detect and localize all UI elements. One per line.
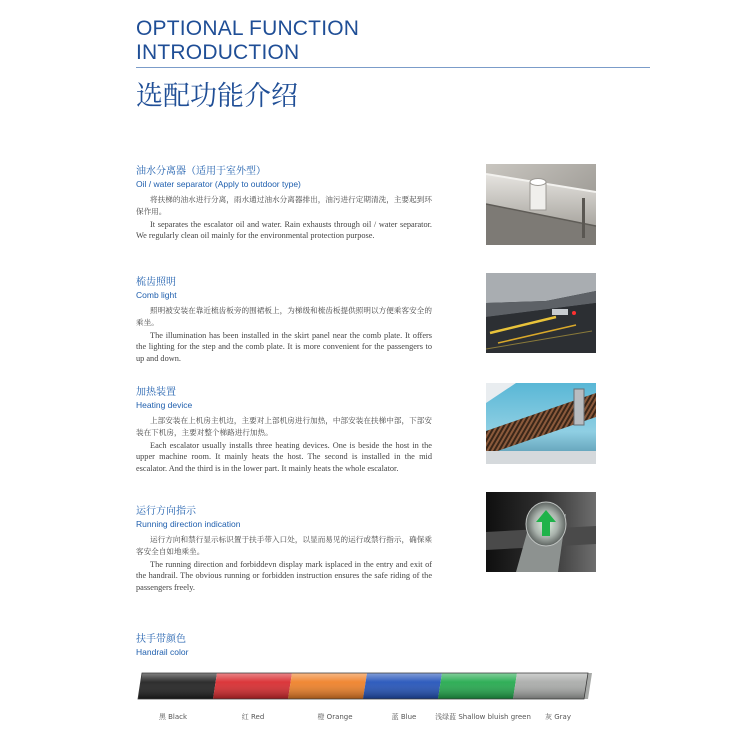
- handrail-section-header: [136, 630, 188, 657]
- section-body-cn: 照明被安装在靠近梳齿板旁的围裙板上，为梯级和梳齿板提供照明以方便乘客安全的乘坐。: [136, 306, 432, 327]
- handrail-color-label: 灰 Gray: [545, 713, 571, 721]
- handrail-color-label: 橙 Orange: [317, 713, 353, 721]
- section-title-en: Oil / water separator (Apply to outdoor type): [136, 179, 301, 189]
- handrail-color-label: 红 Red: [241, 713, 265, 721]
- title-cn: 选配功能介绍: [136, 81, 298, 112]
- section-heating-device: [136, 383, 432, 475]
- section-title-en: Running direction indication: [136, 519, 241, 529]
- handrail-color-label: 蓝 Blue: [391, 713, 417, 721]
- title-en-line1: OPTIONAL FUNCTION: [136, 17, 360, 40]
- section-body-en: The running direction and forbiddevn display mark isplaced in the entry and exit of the handrail. The obvious running or forbidden instruction ensures the safe riding of the passengers freely.: [136, 559, 432, 593]
- section-body-en: The illumination has been installed in the skirt panel near the comb plate. It offers the lighting for the step and the comb plate. It is more convenient for the passengers to up and down.: [136, 330, 432, 364]
- section-title-en: Comb light: [136, 290, 177, 300]
- handrail-swatch-5: [513, 673, 592, 699]
- handrail-color-label: 浅绿蓝 Shallow bluish green: [435, 713, 531, 721]
- section-comb-light: [136, 273, 432, 365]
- oil-water-separator-photo: [486, 164, 596, 245]
- comb-light-photo: [486, 273, 596, 353]
- section-title-cn: 梳齿照明: [136, 277, 176, 288]
- handrail-swatch-3: [363, 673, 442, 699]
- section-body-cn: 运行方向和禁行显示标识置于扶手带入口处，以显而易见的运行或禁行指示，确保乘客安全自如地乘坐。: [136, 535, 432, 556]
- section-running-direction: [136, 502, 432, 594]
- title-en-line2: INTRODUCTION: [136, 41, 300, 64]
- handrail-title-en: Handrail color: [136, 647, 189, 657]
- section-body-cn: 将扶梯的油水进行分离，雨水通过油水分离器排出，油污进行定期清洗，主要起到环保作用。: [136, 195, 432, 216]
- handrail-color-label: 黑 Black: [158, 713, 188, 721]
- handrail-title-cn: 扶手带颜色: [136, 634, 186, 645]
- handrail-color-strip: [130, 666, 600, 706]
- section-oil-water-separator: [136, 162, 432, 242]
- section-body-en: It separates the escalator oil and water. Rain exhausts through oil / water separator. We regularly clean oil mainly for the environmental protection purpose.: [136, 219, 432, 241]
- section-title-cn: 运行方向指示: [136, 506, 196, 517]
- direction-indicator-photo: [486, 492, 596, 572]
- handrail-swatch-0: [138, 673, 217, 699]
- section-body-cn: 上部安装在上机房主机边，主要对上部机房进行加热，中部安装在扶梯中部，下部安装在下机房，主要对整个梯路进行加热。: [136, 416, 432, 437]
- section-title-cn: 油水分离器（适用于室外型）: [136, 166, 266, 177]
- heating-device-photo: [486, 383, 596, 464]
- section-title-cn: 加热装置: [136, 387, 176, 398]
- handrail-swatch-2: [288, 673, 367, 699]
- handrail-swatch-1: [213, 673, 292, 699]
- handrail-swatch-4: [438, 673, 517, 699]
- section-title-en: Heating device: [136, 400, 193, 410]
- section-body-en: Each escalator usually installs three heating devices. One is beside the host in the upper machine room. It mainly heats the host. The second is installed in the mid escalator. And the third is in the lower part. It mainly heats the whole escalator.: [136, 440, 432, 474]
- title-divider: [136, 67, 650, 68]
